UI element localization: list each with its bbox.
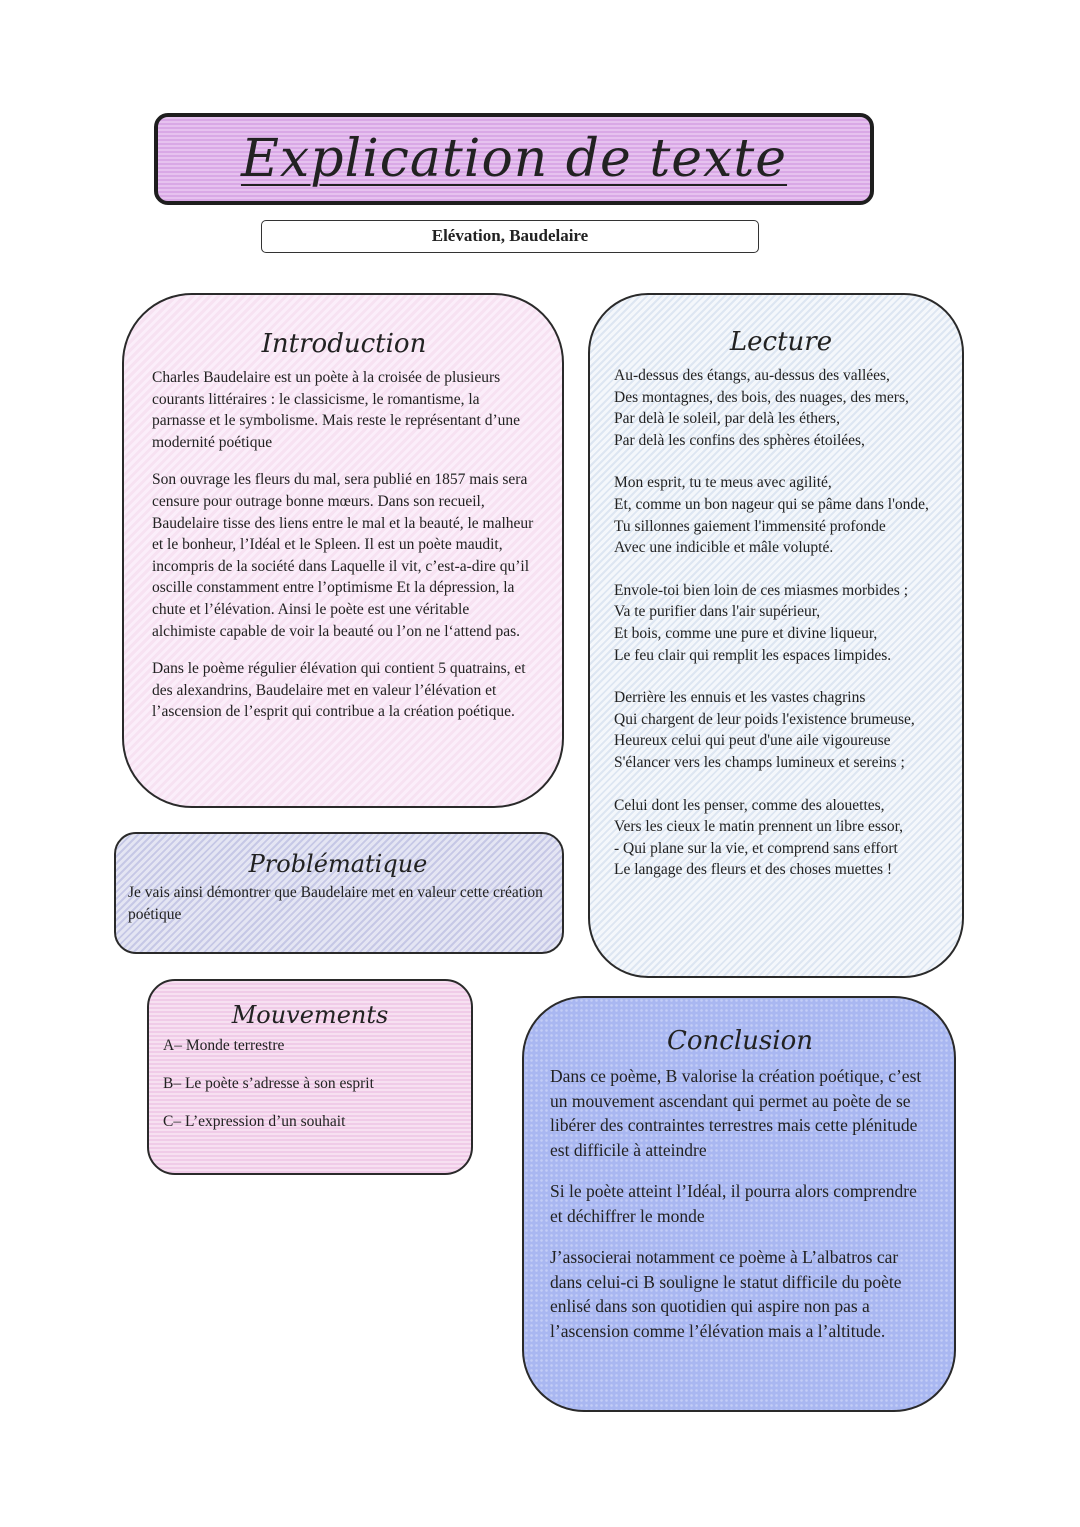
poem-verse: Va te purifier dans l'air supérieur, bbox=[614, 603, 821, 621]
mouvement-item: C– L’expression d’un souhait bbox=[163, 1113, 346, 1130]
conclusion-card bbox=[522, 996, 956, 1412]
poem-verse: Le langage des fleurs et des choses muettes ! bbox=[614, 861, 893, 879]
poem-verse: - Qui plane sur la vie, et comprend sans effort bbox=[614, 839, 898, 857]
poem-verse: Celui dont les penser, comme des alouettes, bbox=[614, 796, 885, 814]
poem-stanza bbox=[614, 687, 948, 773]
poem-verse: Et bois, comme une pure et divine liqueur, bbox=[614, 624, 878, 642]
poem-verse: Avec une indicible et mâle volupté. bbox=[614, 539, 834, 557]
poem-stanza bbox=[614, 365, 948, 451]
poem-verse: Heureux celui qui peut d'une aile vigoureuse bbox=[614, 732, 891, 750]
poem-stanza bbox=[614, 795, 948, 881]
lecture-card bbox=[588, 293, 964, 978]
poem-verse: Des montagnes, des bois, des nuages, des mers, bbox=[614, 388, 909, 406]
poem-verse: S'élancer vers les champs lumineux et sereins ; bbox=[614, 753, 905, 771]
poem-verse: Le feu clair qui remplit les espaces limpides. bbox=[614, 646, 892, 664]
page-title: Explication de texte bbox=[240, 129, 788, 189]
poem-verse: Par delà le soleil, par delà les éthers, bbox=[614, 410, 840, 428]
conclusion-paragraph: Si le poète atteint l’Idéal, il pourra alors comprendre et déchiffrer le monde bbox=[550, 1181, 917, 1226]
poem-verse: Au-dessus des étangs, au-dessus des vallées, bbox=[614, 367, 890, 384]
mouvements-card bbox=[147, 979, 473, 1175]
problematique-card bbox=[114, 832, 564, 954]
poem-verse: Tu sillonnes gaiement l'immensité profonde bbox=[614, 517, 886, 535]
mouvements-title: Mouvements bbox=[231, 1001, 389, 1029]
conclusion-paragraph: J’associerai notamment ce poème à L’albatros car dans celui-ci B souligne le statut difficile du poète enlisé dans son quotidien qui aspire non pas a l’ascension comme l’élévation mais a l’altitude. bbox=[550, 1247, 902, 1341]
problematique-title: Problématique bbox=[248, 850, 428, 878]
conclusion-paragraph: Dans ce poème, B valorise la création poétique, c’est un mouvement ascendant qui permet au poète de se libérer des contraintes terrestres mais cette plénitude est difficile à atteindre bbox=[550, 1066, 922, 1160]
poem-verse: Mon esprit, tu te meus avec agilité, bbox=[614, 474, 832, 492]
poem-verse: Qui chargent de leur poids l'existence brumeuse, bbox=[614, 710, 915, 728]
introduction-title: Introduction bbox=[261, 329, 427, 359]
title-banner bbox=[154, 113, 874, 205]
poem-verse: Envole-toi bien loin de ces miasmes morbides ; bbox=[614, 581, 909, 599]
problematique-text: Je vais ainsi démontrer que Baudelaire met en valeur cette création poétique bbox=[128, 884, 543, 923]
introduction-paragraph: Dans le poème régulier élévation qui contient 5 quatrains, et des alexandrins, Baudelaire met en valeur l’élévation et l’ascension de l’esprit qui contribue a la création poétique. bbox=[152, 660, 526, 721]
poem-stanza bbox=[614, 472, 948, 558]
introduction-paragraph: Son ouvrage les fleurs du mal, sera publié en 1857 mais sera censure pour outrage bonne mœurs. Dans son recueil, Baudelaire tisse des liens entre le mal et la beauté, le malheur et le bonheur, l’Idéal et le Spleen. Il est un poète maudit, incompris de la société dans Laquelle il vit, c’est-a-dire qu’il oscille constamment entre l’optimisme Et la dépression, la chute et l’élévation. Ainsi le poète est une véritable alchimiste capable de voir la beauté ou l’on ne l‘attend pas. bbox=[152, 471, 534, 640]
poem-verse: Et, comme un bon nageur qui se pâme dans l'onde, bbox=[614, 495, 929, 513]
subtitle-box: Elévation, Baudelaire bbox=[261, 220, 759, 253]
poem-stanza bbox=[614, 580, 948, 666]
poem-verse: Vers les cieux le matin prennent un libre essor, bbox=[614, 818, 904, 836]
poem-verse: Par delà les confins des sphères étoilées, bbox=[614, 431, 865, 449]
lecture-title: Lecture bbox=[729, 327, 833, 357]
poem-verse: Derrière les ennuis et les vastes chagrins bbox=[614, 689, 866, 707]
conclusion-title: Conclusion bbox=[667, 1026, 813, 1056]
introduction-paragraph: Charles Baudelaire est un poète à la croisée de plusieurs courants littéraires : le classicisme, le romantisme, la parnasse et le symbolisme. Mais reste le représentant d’une modernité poétique bbox=[152, 369, 521, 451]
mouvement-item: B– Le poète s’adresse à son esprit bbox=[163, 1075, 374, 1092]
introduction-card bbox=[122, 293, 564, 808]
mouvement-item: A– Monde terrestre bbox=[163, 1037, 285, 1054]
